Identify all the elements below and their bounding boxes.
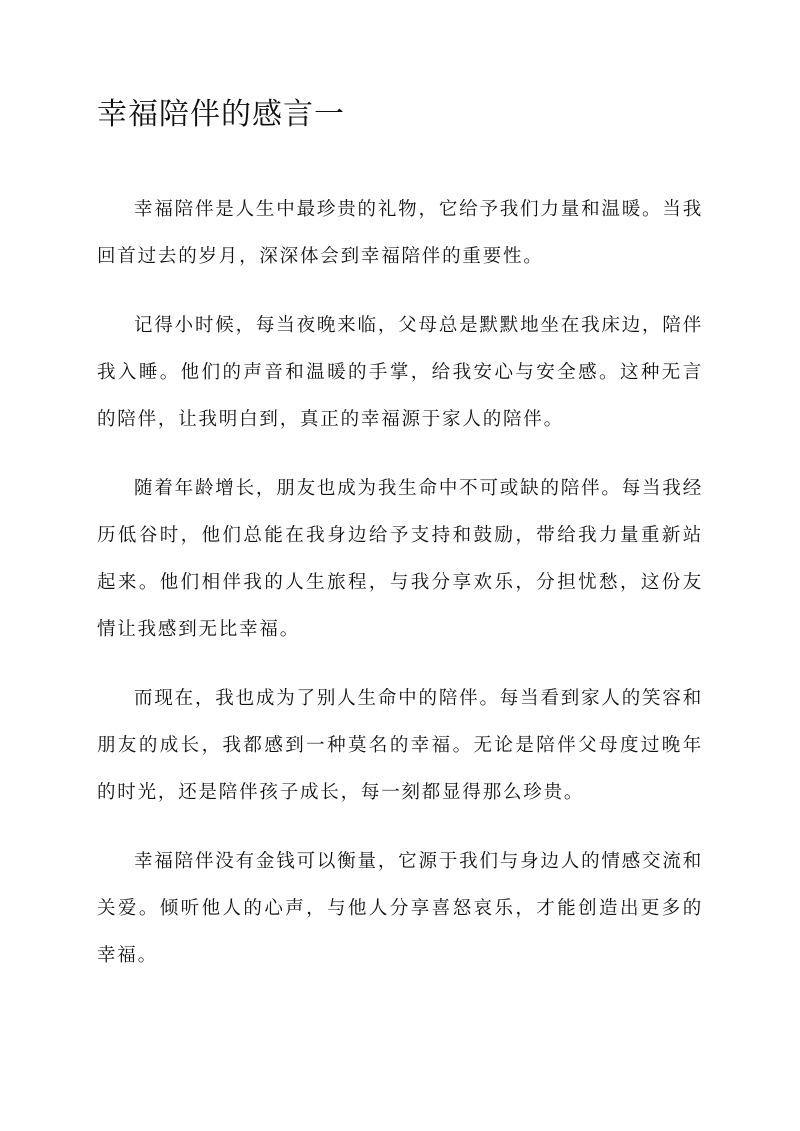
paragraph-2: 记得小时候，每当夜晚来临，父母总是默默地坐在我床边，陪伴我入睡。他们的声音和温暖的手掌，给我安心与安全感。这种无言的陪伴，让我明白到，真正的幸福源于家人的陪伴。 [97,315,703,430]
document-body [97,186,703,1001]
paragraph-3: 随着年龄增长，朋友也成为我生命中不可或缺的陪伴。每当我经历低谷时，他们总能在我身边给予支持和鼓励，带给我力量重新站起来。他们相伴我的人生旅程，与我分享欢乐，分担忧愁，这份友情让我感到无比幸福。 [97,478,703,640]
paragraph-5: 幸福陪伴没有金钱可以衡量，它源于我们与身边人的情感交流和关爱。倾听他人的心声，与他人分享喜怒哀乐，才能创造出更多的幸福。 [97,851,703,966]
paragraph-1: 幸福陪伴是人生中最珍贵的礼物，它给予我们力量和温暖。当我回首过去的岁月，深深体会到幸福陪伴的重要性。 [97,199,703,267]
document-title: 幸福陪伴的感言一 [97,97,345,132]
paragraph-4: 而现在，我也成为了别人生命中的陪伴。每当看到家人的笑容和朋友的成长，我都感到一种莫名的幸福。无论是陪伴父母度过晚年的时光，还是陪伴孩子成长，每一刻都显得那么珍贵。 [97,688,703,803]
